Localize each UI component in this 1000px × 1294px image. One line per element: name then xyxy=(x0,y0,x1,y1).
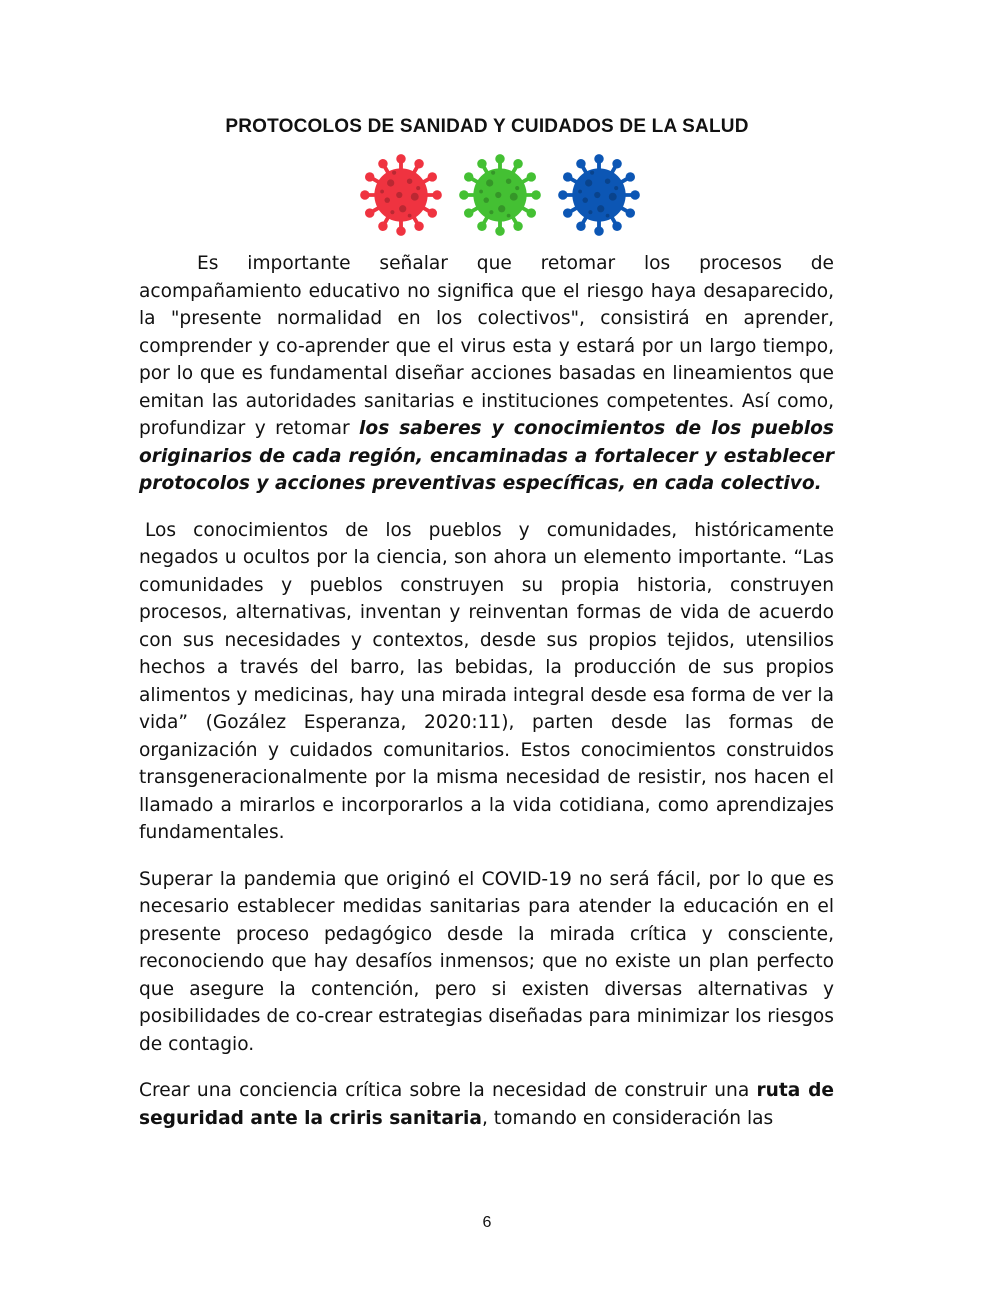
paragraph-4 xyxy=(139,1077,834,1132)
paragraph-1-text: Es importante señalar que retomar los procesos de acompañamiento educativo no significa que el riesgo haya desaparecido, la "presente normalidad en los colectivos", consistirá en aprender, comprender y co-aprender que el virus esta y estará por un largo tiempo, por lo que es fundamental diseñar acciones basadas en lineamientos que emitan las autoridades sanitarias e instituciones competentes. Así como, profundizar y retomar xyxy=(139,253,834,439)
page-title: PROTOCOLOS DE SANIDAD Y CUIDADOS DE LA SALUD xyxy=(225,116,749,137)
virus-icons xyxy=(358,152,644,242)
paragraph-4-bold: ruta de seguridad ante la criris sanitaria xyxy=(139,1080,834,1129)
virus-icon-blue xyxy=(556,152,642,238)
paragraph-4-text-a: Crear una conciencia crítica sobre la necesidad de construir una xyxy=(139,1080,757,1101)
paragraph-2: Los conocimientos de los pueblos y comunidades, históricamente negados u ocultos por la ciencia, son ahora un elemento importante. “Las comunidades y pueblos construyen su propia historia, construyen procesos, alternativas, inventan y reinventan formas de vida de acuerdo con sus necesidades y contextos, desde sus propios tejidos, utensilios hechos a través del barro, las bebidas, la producción de sus propios alimentos y medicinas, hay una mirada integral desde esa forma de ver la vida” (Gozález Esperanza, 2020:11), parten desde las formas de organización y cuidados comunitarios. Estos conocimientos construidos transgeneracionalmente por la misma necesidad de resistir, nos hacen el llamado a mirarlos e incorporarlos a la vida cotidiana, como aprendizajes fundamentales. xyxy=(139,519,834,843)
paragraph-4-text-b: , tomando en consideración las xyxy=(481,1107,774,1129)
body-text xyxy=(139,250,834,1132)
paragraph-3: Superar la pandemia que originó el COVID-19 no será fácil, por lo que es necesario establecer medidas sanitarias para atender la educación en el presente proceso pedagógico desde la mirada crítica y consciente, reconociendo que hay desafíos inmensos; que no existe un plan perfecto que asegure la contención, pero si existen diversas alternativas y posibilidades de co-crear estrategias diseñadas para minimizar los riesgos de contagio. xyxy=(139,868,834,1055)
virus-icon-red xyxy=(358,152,444,238)
paragraph-1-emphasis: los saberes y conocimientos de los pueblos originarios de cada región, encaminadas a fortalecer y establecer protocolos y acciones preventivas específicas, en cada colectivo. xyxy=(139,418,834,494)
page-number: 6 xyxy=(482,1214,492,1231)
paragraph-1 xyxy=(139,250,834,498)
virus-icon-green xyxy=(457,152,543,238)
